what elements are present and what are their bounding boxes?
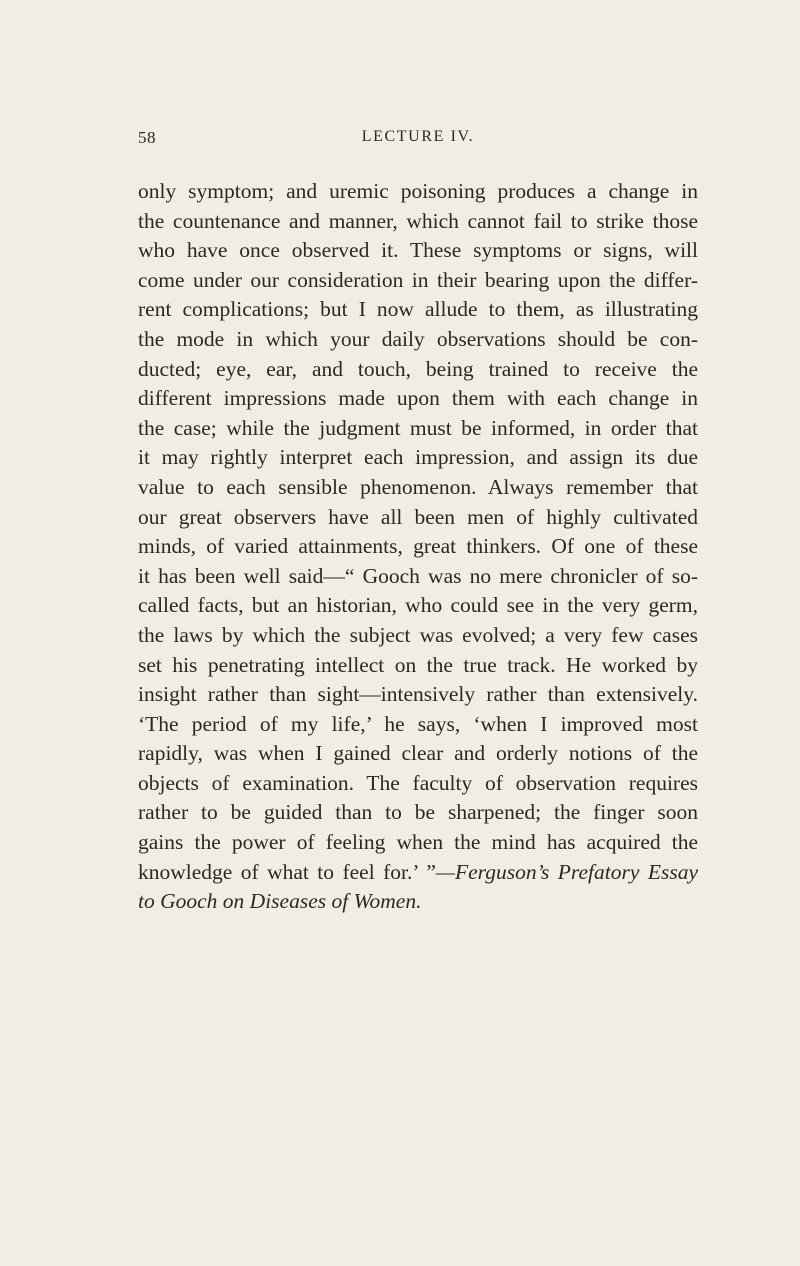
text-line-with-citation: [138, 858, 698, 888]
quote-end: knowledge of what to feel for.’ ”: [138, 859, 436, 884]
text-line: objects of examination. The faculty of observation requires: [138, 770, 698, 795]
text-line: come under our consideration in their bearing upon the differ-: [138, 267, 698, 292]
text-line: rather to be guided than to be sharpened; the finger soon: [138, 800, 698, 825]
text-line: our great observers have all been men of highly cultivated: [138, 504, 698, 529]
text-line: ‘The period of my life,’ he says, ‘when I improved most: [138, 711, 698, 736]
text-line: only symptom; and uremic poisoning produces a change in: [138, 179, 698, 203]
text-line: minds, of varied attainments, great thinkers. Of one of these: [138, 534, 698, 559]
text-line: it may rightly interpret each impression, and assign its due: [138, 445, 698, 470]
running-head: LECTURE IV.: [361, 128, 475, 145]
text-line: the countenance and manner, which cannot fail to strike those: [138, 208, 698, 233]
page-number: 58: [138, 128, 156, 147]
text-line: ducted; eye, ear, and touch, being trained to receive the: [138, 356, 698, 381]
text-line: different impressions made upon them with each change in: [138, 386, 698, 411]
citation-end: to Gooch on Diseases of Women.: [138, 889, 422, 914]
text-line: insight rather than sight—intensively rather than extensively.: [138, 682, 698, 707]
text-line: called facts, but an historian, who could see in the very germ,: [138, 593, 698, 618]
text-line: rapidly, was when I gained clear and orderly notions of the: [138, 741, 698, 766]
text-line: gains the power of feeling when the mind has acquired the: [138, 830, 698, 855]
page-header: [138, 128, 698, 152]
citation-start: —Ferguson’s Prefatory Essay: [435, 859, 698, 884]
text-line: it has been well said—“ Gooch was no mere chronicler of so-: [138, 563, 698, 588]
text-line: the laws by which the subject was evolved; a very few cases: [138, 622, 698, 647]
body-text: [138, 177, 698, 917]
text-line: rent complications; but I now allude to them, as illustrating: [138, 297, 698, 322]
text-line: the case; while the judgment must be informed, in order that: [138, 415, 698, 440]
text-line: value to each sensible phenomenon. Always remember that: [138, 474, 698, 499]
text-line: who have once observed it. These symptoms or signs, will: [138, 238, 698, 263]
text-line: the mode in which your daily observations should be con-: [138, 326, 698, 351]
text-line: set his penetrating intellect on the true track. He worked by: [138, 652, 698, 677]
